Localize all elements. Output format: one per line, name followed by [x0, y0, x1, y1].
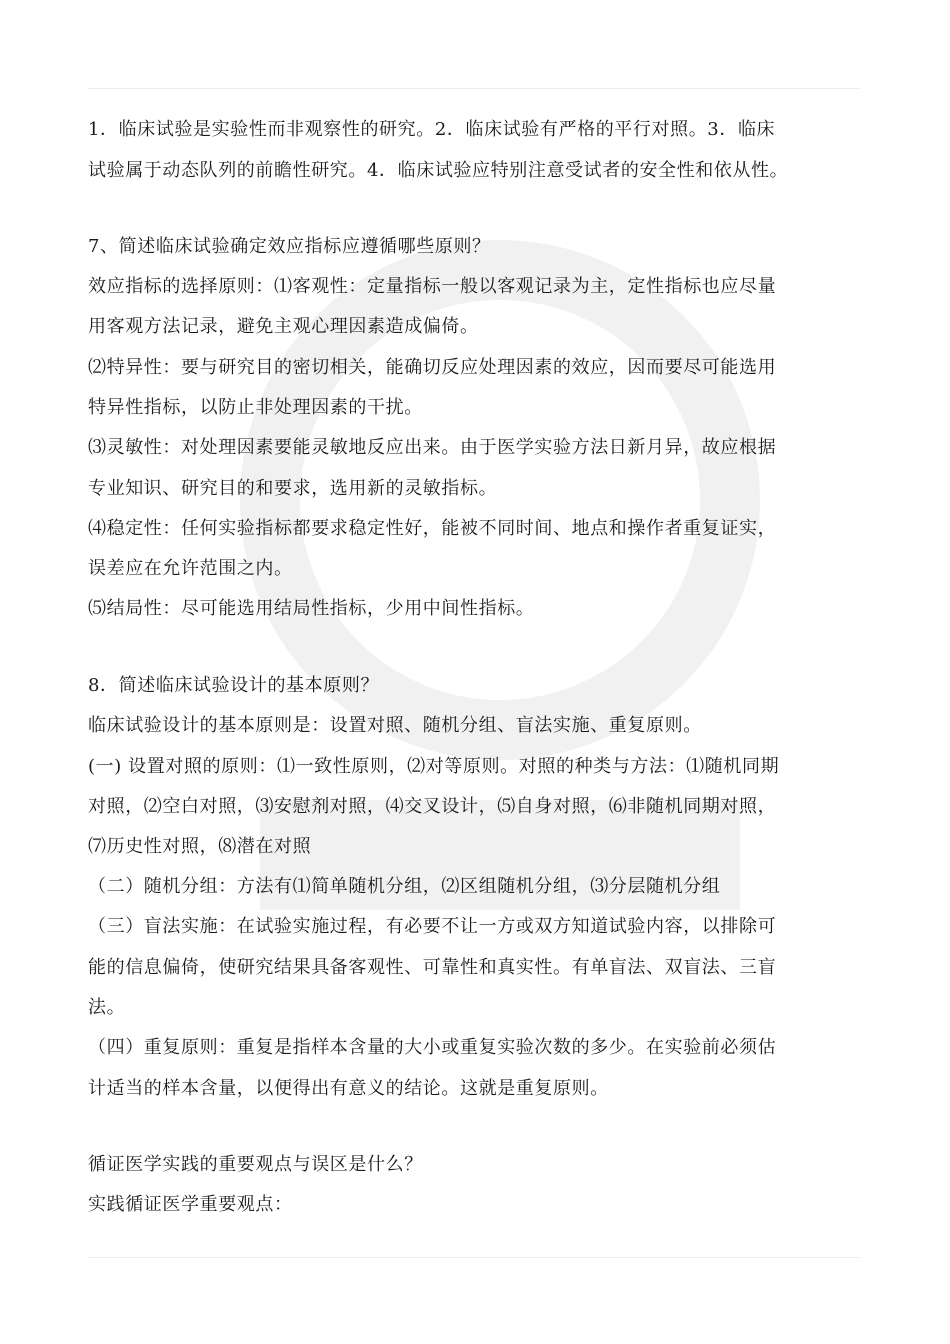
question-heading: 循证医学实践的重要观点与误区是什么？	[88, 1154, 423, 1175]
footer-divider	[88, 1257, 860, 1258]
question-heading: 8．简述临床试验设计的基本原则？	[88, 675, 380, 696]
paragraph-line: 效应指标的选择原则：⑴客观性：定量指标一般以客观记录为主，定性指标也应尽量	[88, 276, 777, 297]
paragraph-line: 试验属于动态队列的前瞻性研究。4．临床试验应特别注意受试者的安全性和依从性。	[88, 160, 789, 181]
paragraph-line: 专业知识、研究目的和要求，选用新的灵敏指标。	[88, 478, 498, 499]
paragraph-line: 实践循证医学重要观点：	[88, 1194, 293, 1215]
question-heading: 7、简述临床试验确定效应指标应遵循哪些原则？	[88, 236, 491, 257]
paragraph-line: 对照，⑵空白对照，⑶安慰剂对照，⑷交叉设计，⑸自身对照，⑹非随机同期对照，	[88, 796, 777, 817]
paragraph-line: （二）随机分组：方法有⑴简单随机分组，⑵区组随机分组，⑶分层随机分组	[88, 876, 721, 897]
paragraph-line: 误差应在允许范围之内。	[88, 558, 293, 579]
paragraph-line: ⑶灵敏性：对处理因素要能灵敏地反应出来。由于医学实验方法日新月异，故应根据	[88, 437, 777, 458]
paragraph-line: ⑵特异性：要与研究目的密切相关，能确切反应处理因素的效应，因而要尽可能选用	[88, 357, 777, 378]
paragraph-line: 能的信息偏倚，使研究结果具备客观性、可靠性和真实性。有单盲法、双盲法、三盲	[88, 957, 777, 978]
paragraph-line: （四）重复原则：重复是指样本含量的大小或重复实验次数的多少。在实验前必须估	[88, 1037, 777, 1058]
paragraph-line: (一) 设置对照的原则：⑴一致性原则，⑵对等原则。对照的种类与方法：⑴随机同期	[88, 756, 780, 777]
paragraph-line: ⑷稳定性：任何实验指标都要求稳定性好，能被不同时间、地点和操作者重复证实，	[88, 518, 777, 539]
header-divider	[88, 88, 860, 89]
paragraph-line: 计适当的样本含量，以便得出有意义的结论。这就是重复原则。	[88, 1078, 609, 1099]
paragraph-line: ⑸结局性：尽可能选用结局性指标，少用中间性指标。	[88, 598, 535, 619]
paragraph-line: ⑺历史性对照，⑻潜在对照	[88, 836, 312, 857]
paragraph-line: 法。	[88, 997, 126, 1018]
paragraph-line: （三）盲法实施：在试验实施过程，有必要不让一方或双方知道试验内容，以排除可	[88, 916, 777, 937]
paragraph-line: 特异性指标，以防止非处理因素的干扰。	[88, 397, 423, 418]
paragraph-line: 用客观方法记录，避免主观心理因素造成偏倚。	[88, 316, 479, 337]
paragraph-line: 1．临床试验是实验性而非观察性的研究。2．临床试验有严格的平行对照。3．临床	[88, 119, 776, 140]
paragraph-line: 临床试验设计的基本原则是：设置对照、随机分组、盲法实施、重复原则。	[88, 715, 702, 736]
